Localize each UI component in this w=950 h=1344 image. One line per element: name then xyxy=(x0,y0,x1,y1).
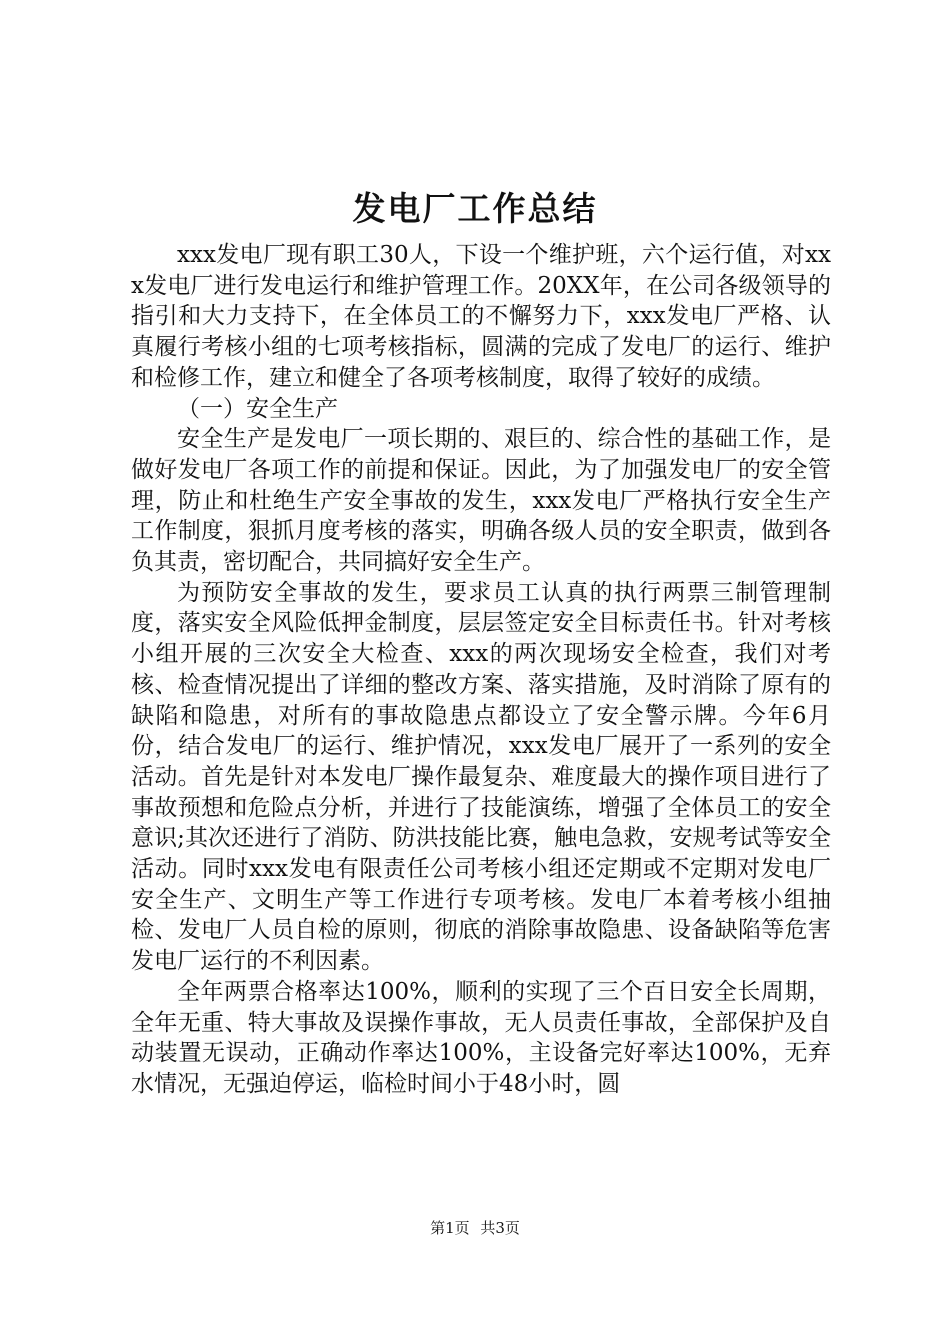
paragraph-safety-overview: 安全生产是发电厂一项长期的、艰巨的、综合性的基础工作，是做好发电厂各项工作的前提和保证。因此，为了加强发电厂的安全管理，防止和杜绝生产安全事故的发生，xxx发电厂严格执行安全生产工作制度，狠抓月度考核的落实，明确各级人员的安全职责，做到各负其责，密切配合，共同搞好安全生产。 xyxy=(131,426,831,576)
document-body xyxy=(131,240,831,1100)
page-number: 第1页 xyxy=(430,1219,470,1237)
paragraph-intro: xxx发电厂现有职工30人，下设一个维护班，六个运行值，对xxx发电厂进行发电运行和维护管理工作。20XX年，在公司各级领导的指引和大力支持下，在全体员工的不懈努力下，xxx发电厂严格、认真履行考核小组的七项考核指标，圆满的完成了发电厂的运行、维护和检修工作，建立和健全了各项考核制度，取得了较好的成绩。 xyxy=(131,242,831,391)
paragraph-safety-measures: 为预防安全事故的发生，要求员工认真的执行两票三制管理制度，落实安全风险低押金制度，层层签定安全目标责任书。针对考核小组开展的三次安全大检查、xxx的两次现场安全检查，我们对考核、检查情况提出了详细的整改方案、落实措施，及时消除了原有的缺陷和隐患，对所有的事故隐患点都设立了安全警示牌。今年6月份，结合发电厂的运行、维护情况，xxx发电厂展开了一系列的安全活动。首先是针对本发电厂操作最复杂、难度最大的操作项目进行了事故预想和危险点分析，并进行了技能演练，增强了全体员工的安全意识;其次还进行了消防、防洪技能比赛，触电急救，安规考试等安全活动。同时xxx发电有限责任公司考核小组还定期或不定期对发电厂安全生产、文明生产等工作进行专项考核。发电厂本着考核小组抽检、发电厂人员自检的原则，彻底的消除事故隐患、设备缺陷等危害发电厂运行的不利因素。 xyxy=(131,579,831,975)
paragraph-safety-results: 全年两票合格率达100%，顺利的实现了三个百日安全长周期，全年无重、特大事故及误操作事故，无人员责任事故，全部保护及自动装置无误动，正确动作率达100%，主设备完好率达100%，无弃水情况，无强迫停运，临检时间小于48小时，圆 xyxy=(131,978,831,1097)
page-total: 共3页 xyxy=(480,1219,520,1237)
section-heading-safety: （一）安全生产 xyxy=(177,395,338,422)
document-title: 发电厂工作总结 xyxy=(352,189,598,228)
page-footer xyxy=(0,1218,950,1238)
